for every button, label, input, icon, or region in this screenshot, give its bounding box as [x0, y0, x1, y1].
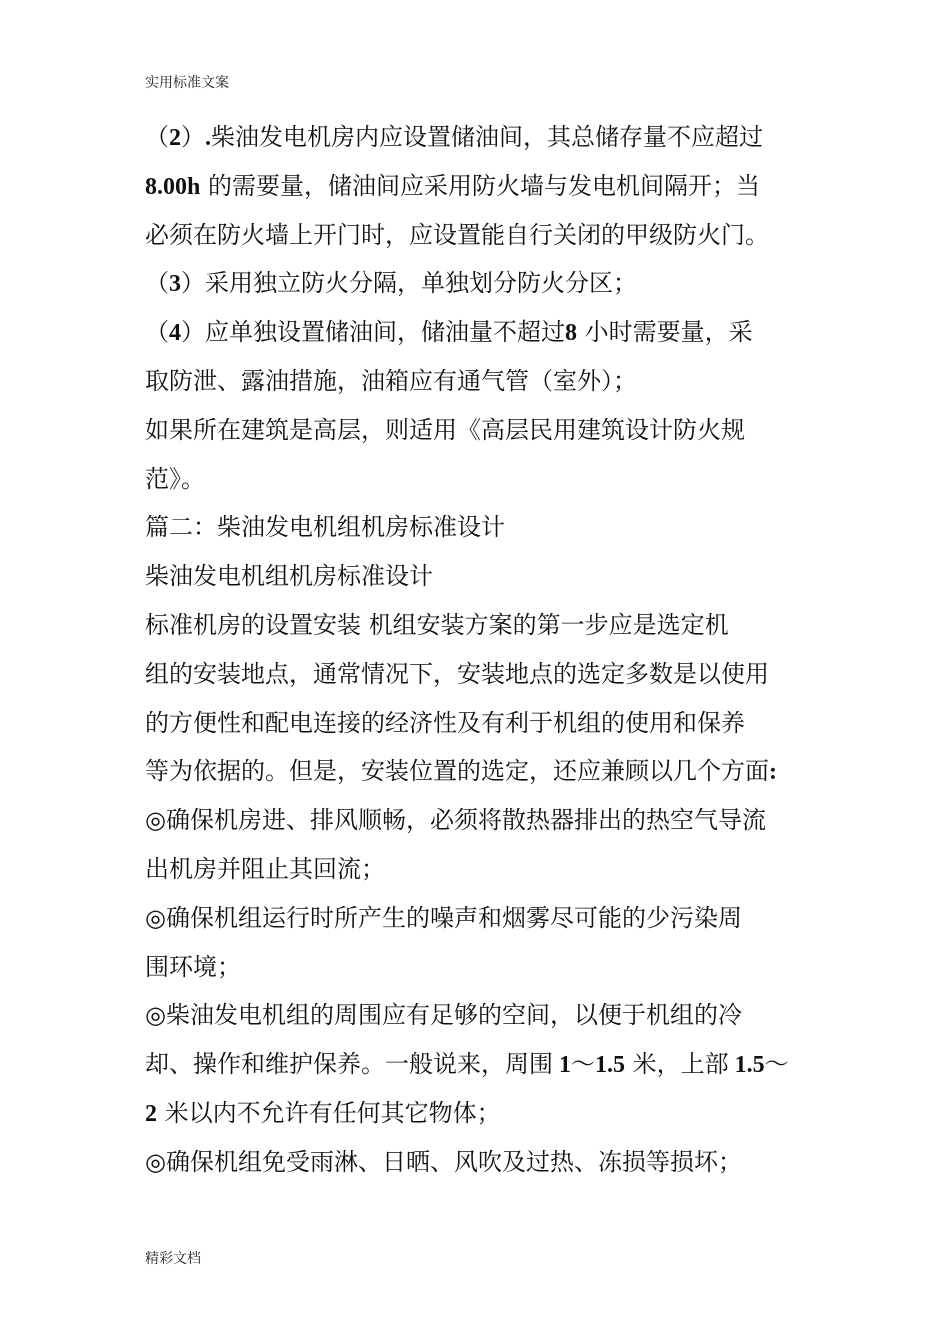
bold-run: 2 [145, 1100, 157, 1127]
text-run: 围环境； [145, 952, 241, 981]
text-line [145, 650, 845, 699]
page-footer: 精彩文档 [145, 1251, 201, 1267]
text-run: ◎确保机房进、排风顺畅，必须将散热器排出的热空气导流 [145, 806, 766, 835]
bold-run: 1.5 [728, 1052, 765, 1079]
text-line [145, 1089, 845, 1138]
text-run: ～ [764, 1050, 789, 1079]
text-line [145, 259, 845, 308]
text-run: ） [181, 123, 205, 151]
text-run: 篇二：柴油发电机组机房标准设计 [145, 513, 505, 542]
bold-run: . [205, 125, 211, 151]
bold-run: 1.5 [595, 1052, 625, 1079]
text-run: 柴油发电机组机房标准设计 [145, 562, 433, 591]
text-run: （ [145, 269, 169, 298]
text-run: ～ [571, 1050, 595, 1079]
text-line [145, 162, 845, 211]
bold-run: 8.00h [145, 173, 201, 200]
text-run: 组的安装地点，通常情况下，安装地点的选定多数是以使用 [145, 659, 769, 688]
text-run: （ [145, 318, 169, 347]
bold-run: 1 [553, 1052, 571, 1079]
text-run: 小时需要量，采 [577, 318, 753, 347]
bold-run: : [769, 759, 777, 786]
text-line [145, 699, 845, 748]
text-line [145, 796, 845, 845]
text-run: 的需要量，储油间应采用防火墙与发电机间隔开；当 [200, 171, 760, 200]
text-run: 米，上部 [625, 1050, 729, 1079]
text-run: 必须在防火墙上开门时，应设置能自行关闭的甲级防火门。 [145, 220, 769, 249]
text-run: ）应单独设置储油间，储油量不超过 [181, 318, 565, 347]
text-line [145, 943, 845, 992]
text-run: 柴油发电机房内应设置储油间，其总储存量不应超过 [211, 123, 763, 151]
text-run: ）采用独立防火分隔，单独划分防火分区； [181, 269, 637, 298]
bold-run: 8 [565, 320, 577, 347]
text-line [145, 1138, 845, 1187]
text-run: 米以内不允许有任何其它物体； [157, 1098, 501, 1127]
bold-run: 2 [169, 125, 181, 151]
text-run: 取防泄、露油措施，油箱应有通气管（室外）； [145, 366, 637, 395]
text-line [145, 455, 845, 504]
text-run: 标准机房的设置安装 机组安装方案的第一步应是选定机 [145, 610, 729, 639]
text-run: ◎确保机组运行时所产生的噪声和烟雾尽可能的少污染周 [145, 903, 742, 932]
text-run: 范》。 [145, 464, 205, 493]
text-line [145, 991, 845, 1040]
text-run: 出机房并阻止其回流； [145, 854, 385, 883]
text-line [145, 406, 845, 455]
page-header: 实用标准文案 [145, 75, 229, 91]
text-line [145, 894, 845, 943]
text-run: 等为依据的。但是，安装位置的选定，还应兼顾以几个方面 [145, 757, 769, 786]
text-line [145, 747, 845, 796]
bold-run: 3 [169, 271, 181, 298]
text-line [145, 357, 845, 406]
text-run: ◎柴油发电机组的周围应有足够的空间，以便于机组的冷 [145, 1001, 742, 1030]
text-run: 的方便性和配电连接的经济性及有利于机组的使用和保养 [145, 708, 745, 737]
text-run: 如果所在建筑是高层，则适用《高层民用建筑设计防火规 [145, 415, 745, 444]
text-run: （ [145, 123, 169, 151]
text-run: ◎确保机组免受雨淋、日晒、风吹及过热、冻损等损坏； [145, 1147, 742, 1176]
text-line [145, 845, 845, 894]
bold-run: 4 [169, 320, 181, 347]
text-line [145, 113, 845, 162]
text-line [145, 211, 845, 260]
text-line [145, 1040, 845, 1089]
text-run: 却、操作和维护保养。一般说来，周围 [145, 1050, 553, 1079]
document-body [145, 113, 845, 1187]
text-line [145, 601, 845, 650]
section-subheading [145, 552, 845, 601]
text-line [145, 308, 845, 357]
section-heading [145, 503, 845, 552]
